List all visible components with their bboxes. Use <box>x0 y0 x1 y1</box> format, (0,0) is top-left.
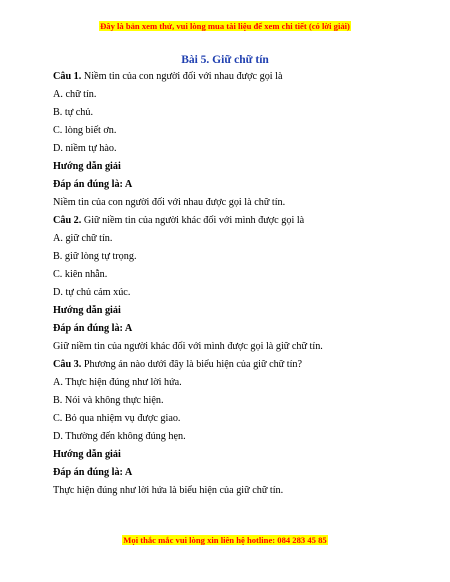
hotline-notice-text: Mọi thắc mắc vui lòng xin liên hệ hotline: 084 283 45 85 <box>123 535 327 545</box>
option-b: B. Nói và không thực hiện. <box>53 395 164 406</box>
option-c: C. kiên nhẫn. <box>53 269 108 280</box>
option-a: A. Thực hiện đúng như lời hứa. <box>53 377 182 388</box>
preview-notice-text: Đây là bản xem thử, vui lòng mua tài liệu để xem chi tiết (có lời giải) <box>100 21 350 31</box>
option-c: C. lòng biết ơn. <box>53 125 117 136</box>
question-text: Niềm tin của con người đối với nhau được gọi là <box>81 71 283 82</box>
guide-heading: Hướng dẫn giải <box>53 161 121 172</box>
option-d: D. tự chủ cảm xúc. <box>53 287 131 298</box>
option-b: B. tự chủ. <box>53 107 94 118</box>
hotline-notice <box>0 535 450 546</box>
answer-line: Đáp án đúng là: A <box>53 323 133 334</box>
explanation: Niềm tin của con người đối với nhau được gọi là chữ tín. <box>53 197 286 208</box>
question-1 <box>53 68 413 86</box>
option-a: A. giữ chữ tín. <box>53 233 113 244</box>
option-c: C. Bỏ qua nhiệm vụ được giao. <box>53 413 181 424</box>
guide-heading: Hướng dẫn giải <box>53 449 121 460</box>
question-label: Câu 1. <box>53 71 82 82</box>
page-title: Bài 5. Giữ chữ tín <box>181 54 269 66</box>
option-b: B. giữ lòng tự trọng. <box>53 251 137 262</box>
question-2 <box>53 212 413 230</box>
explanation: Giữ niềm tin của người khác đối với mình được gọi là giữ chữ tín. <box>53 341 323 352</box>
option-d: D. niềm tự hào. <box>53 143 117 154</box>
explanation: Thực hiện đúng như lời hứa là biểu hiện của giữ chữ tín. <box>53 485 284 496</box>
question-3 <box>53 356 413 374</box>
answer-line: Đáp án đúng là: A <box>53 179 133 190</box>
guide-heading: Hướng dẫn giải <box>53 305 121 316</box>
question-label: Câu 2. <box>53 215 82 226</box>
preview-notice <box>0 21 450 32</box>
option-d: D. Thường đến không đúng hẹn. <box>53 431 186 442</box>
question-label: Câu 3. <box>53 359 82 370</box>
answer-line: Đáp án đúng là: A <box>53 467 133 478</box>
document-body <box>53 68 413 500</box>
question-text: Phương án nào dưới đây là biểu hiện của giữ chữ tín? <box>81 359 303 370</box>
option-a: A. chữ tín. <box>53 89 97 100</box>
question-text: Giữ niềm tin của người khác đối với mình được gọi là <box>81 215 305 226</box>
